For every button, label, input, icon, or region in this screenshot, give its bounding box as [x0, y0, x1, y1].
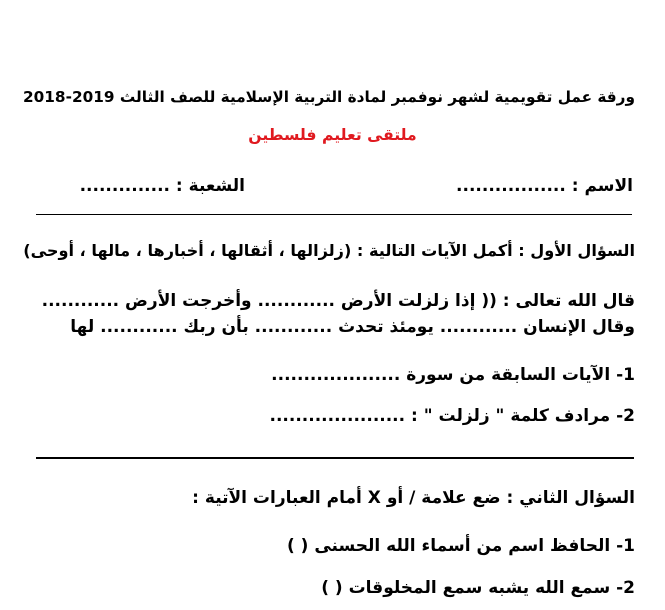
header-divider [36, 214, 632, 215]
student-name-field: الاسم : ................. [456, 176, 633, 196]
worksheet-title: ورقة عمل تقويمية لشهر نوفمبر لمادة التربية الإسلامية للصف الثالث 2019-2018 [23, 88, 635, 106]
worksheet-subtitle: ملتقى تعليم فلسطين [248, 125, 417, 144]
question-2-item-2: 2- سمع الله يشبه سمع المخلوقات ( ) [321, 578, 635, 598]
section-divider [36, 457, 634, 459]
question-1-heading: السؤال الأول : أكمل الآيات التالية : (زلزالها ، أثقالها ، أخبارها ، مالها ، أوحى) [23, 241, 635, 260]
question-1-verse-line-2: وقال الإنسان ............ يومئذ تحدث ............ بأن ربك ............ لها [70, 317, 635, 337]
question-1-item-1: 1- الآيات السابقة من سورة .................... [271, 365, 635, 385]
question-1-item-2: 2- مرادف كلمة " زلزلت " : ..................... [269, 406, 635, 426]
student-section-field: الشعبة : .............. [79, 176, 245, 196]
question-1-verse-line-1: قال الله تعالى : (( إذا زلزلت الأرض ............ وأخرجت الأرض ............ [41, 291, 635, 311]
question-2-heading: السؤال الثاني : ضع علامة / أو X أمام العبارات الآتية : [192, 488, 635, 508]
question-2-item-1: 1- الحافظ اسم من أسماء الله الحسنى ( ) [286, 536, 635, 556]
